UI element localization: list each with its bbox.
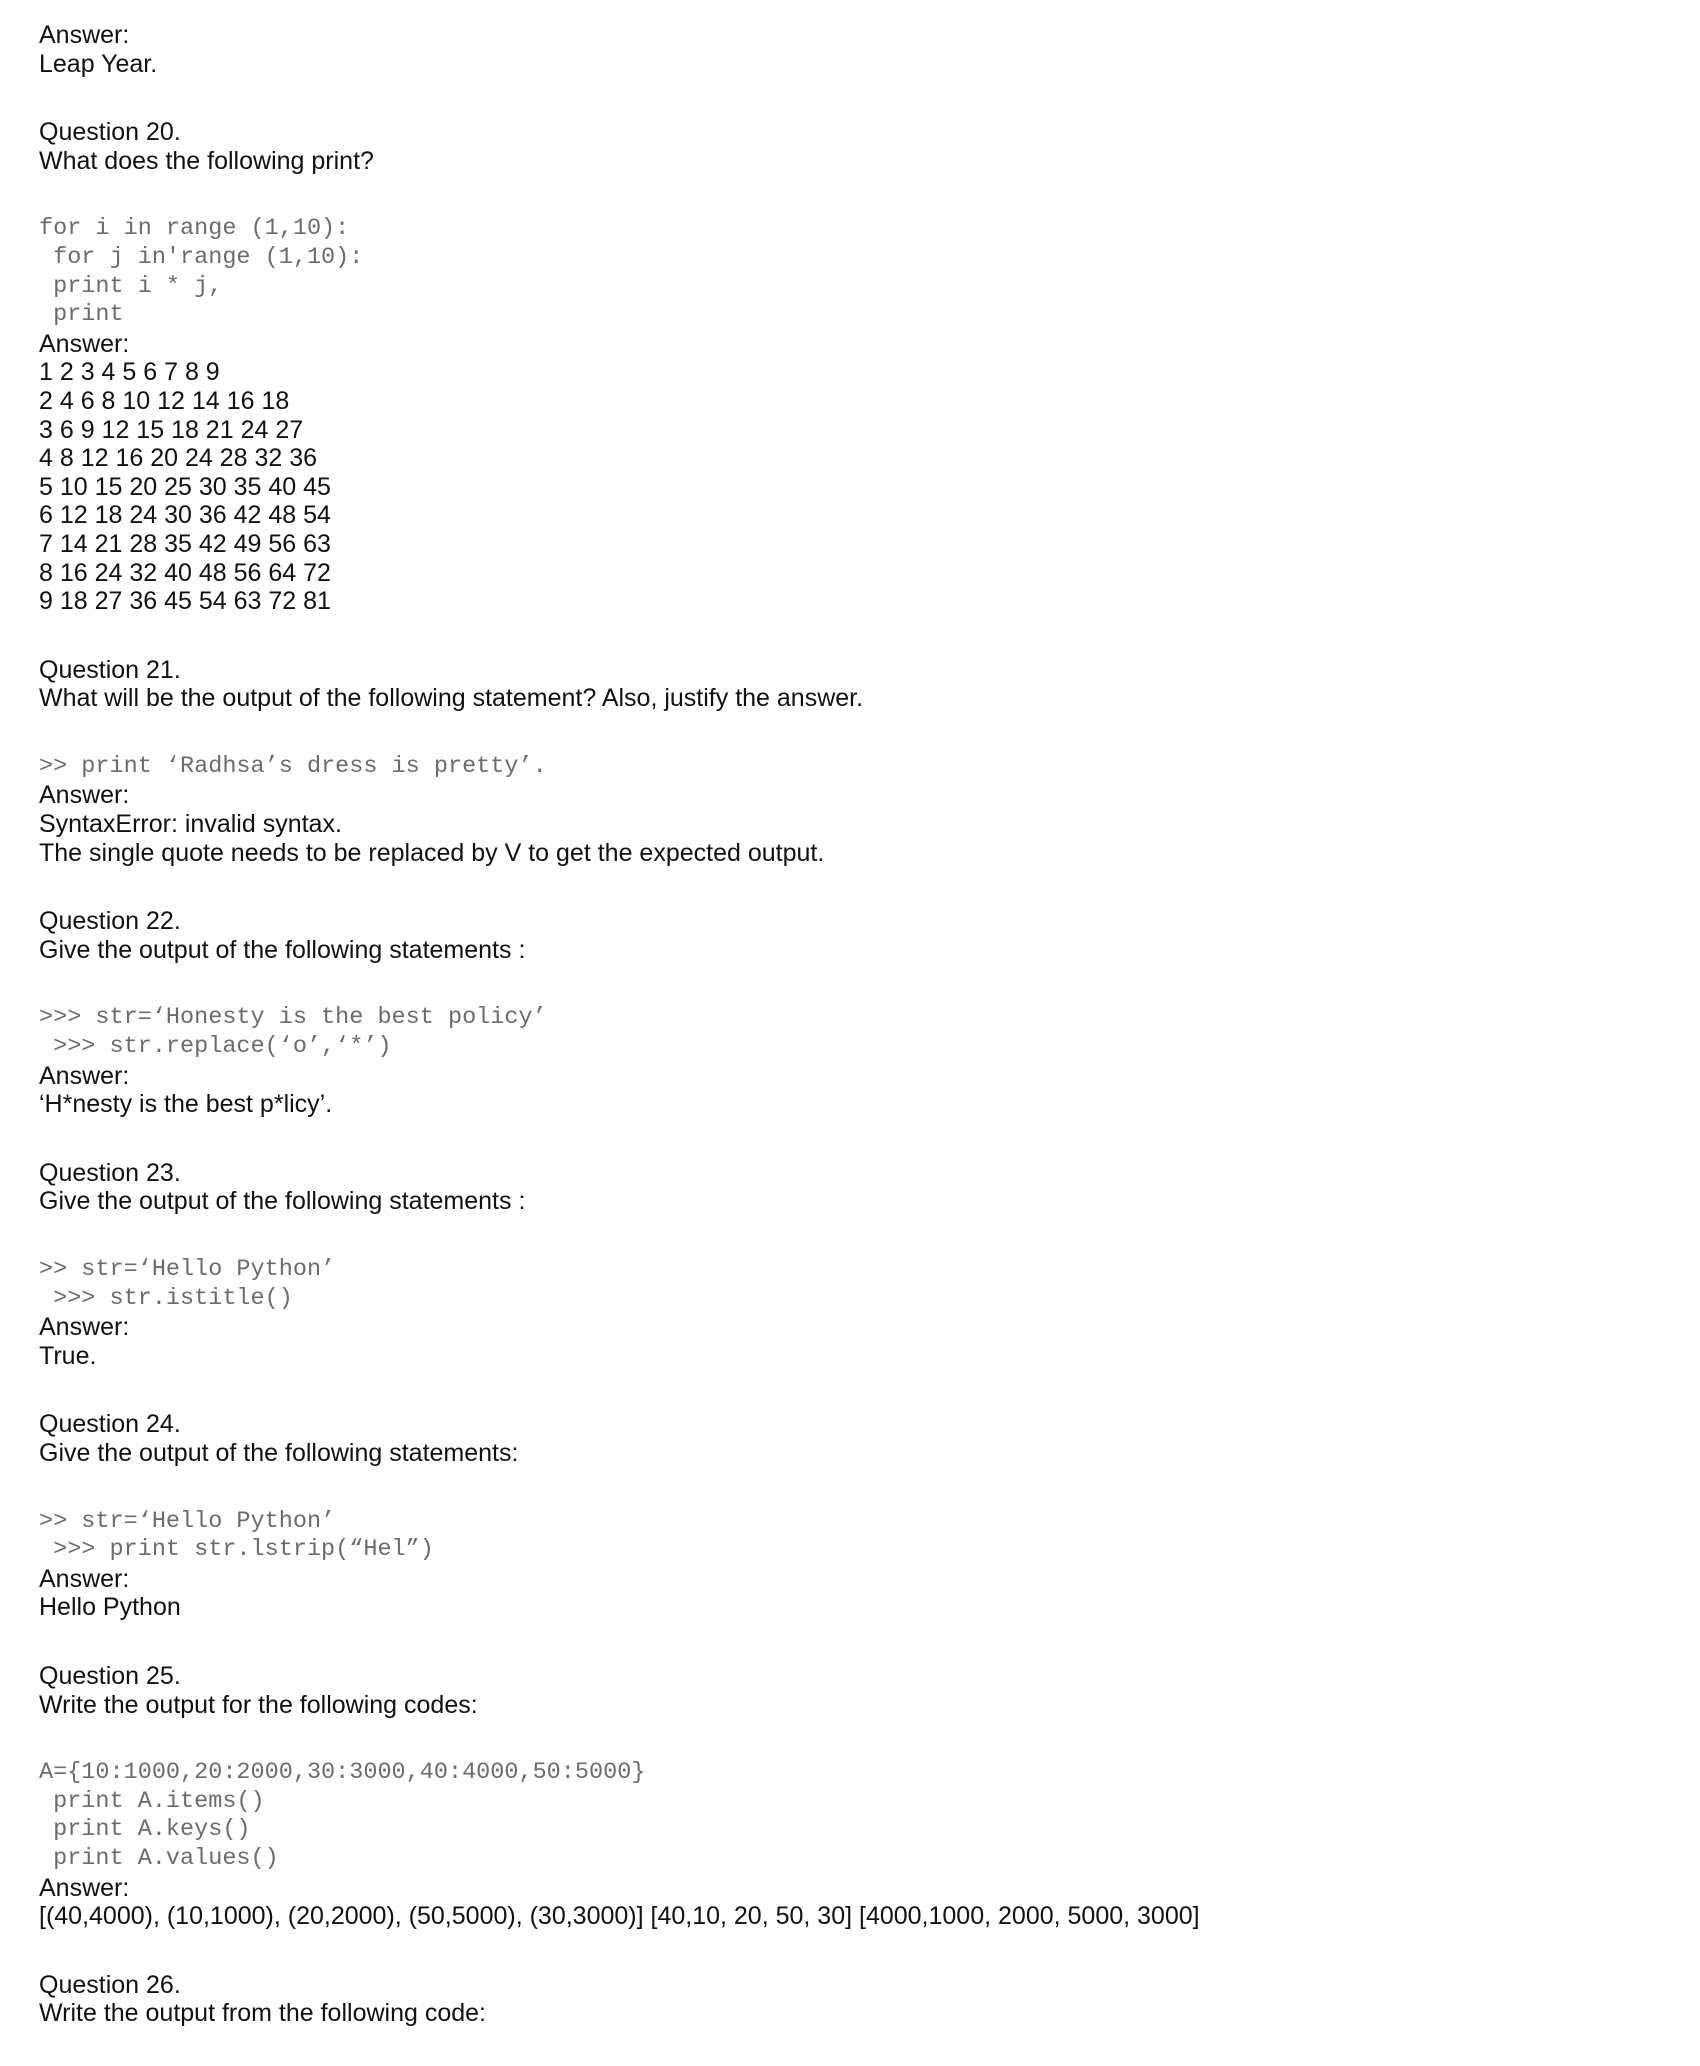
answer-label: Answer: [39,1564,130,1593]
question-prompt: Give the output of the following statements : [39,935,526,964]
code-line: >> str=‘Hello Python’ [39,1256,336,1283]
code-line: >>> print str.lstrip(“Hel”) [39,1536,434,1564]
question-24 [39,1410,1659,1622]
question-prompt: What does the following print? [39,146,374,175]
code-line: print i * j, [39,272,223,300]
code-block [39,1508,1659,1565]
answer-line: 8 16 24 32 40 48 56 64 72 [39,558,331,587]
answer-text: Leap Year. [39,49,158,78]
code-line: >>> str=‘Honesty is the best policy’ [39,1004,547,1032]
answer-line: Hello Python [39,1593,181,1622]
answer-line: 2 4 6 8 10 12 14 16 18 [39,386,290,415]
question-25 [39,1662,1659,1931]
answer-line: 4 8 12 16 20 24 28 32 36 [39,444,318,473]
question-22 [39,907,1659,1119]
code-block [39,1256,1659,1313]
answer-line: 5 10 15 20 25 30 35 40 45 [39,472,331,501]
answer-label: Answer: [39,21,130,49]
code-line: A={10:1000,20:2000,30:3000,40:4000,50:5000} [39,1759,646,1787]
question-21 [39,656,1659,868]
code-block [39,1004,1659,1061]
question-prompt: What will be the output of the following statement? Also, justify the answer. [39,684,864,713]
answer-line: 1 2 3 4 5 6 7 8 9 [39,358,220,387]
answer-line: The single quote needs to be replaced by V to get the expected output. [39,838,825,867]
code-block [39,753,1659,782]
question-prompt: Give the output of the following statements : [39,1187,526,1216]
question-title: Question 25. [39,1661,181,1690]
question-20 [39,118,1659,616]
question-title: Question 26. [39,1970,181,1999]
top-answer-block [39,21,1659,78]
answer-label: Answer: [39,781,130,810]
question-title: Question 20. [39,118,181,147]
answer-label: Answer: [39,1313,130,1342]
code-line: print A.keys() [39,1816,251,1844]
answer-line: SyntaxError: invalid syntax. [39,810,342,839]
code-line: print A.values() [39,1844,279,1872]
code-line: for j in'range (1,10): [39,243,364,271]
document-page [39,21,1659,2028]
question-prompt: Write the output from the following code: [39,1999,486,2028]
code-line: >>> str.istitle() [39,1284,293,1312]
answer-line: True. [39,1341,97,1370]
answer-output [39,358,1659,615]
answer-label: Answer: [39,1061,130,1090]
question-title: Question 21. [39,655,181,684]
answer-line: 3 6 9 12 15 18 21 24 27 [39,415,304,444]
answer-label: Answer: [39,329,130,358]
code-line: >> print ‘Radhsa’s dress is pretty’. [39,752,547,780]
code-block [39,1759,1659,1873]
question-title: Question 24. [39,1410,181,1439]
code-block [39,215,1659,329]
code-line: print A.items() [39,1787,265,1815]
answer-label: Answer: [39,1873,130,1902]
answer-line: 7 14 21 28 35 42 49 56 63 [39,529,331,558]
question-prompt: Give the output of the following statements: [39,1438,519,1467]
question-26 [39,1971,1659,2028]
question-23 [39,1159,1659,1371]
question-title: Question 22. [39,907,181,936]
answer-line: ‘H*nesty is the best p*licy’. [39,1090,333,1119]
answer-line: 9 18 27 36 45 54 63 72 81 [39,587,331,616]
code-line: >> str=‘Hello Python’ [39,1507,336,1535]
answer-line: 6 12 18 24 30 36 42 48 54 [39,501,331,530]
code-line: for i in range (1,10): [39,215,350,243]
answer-line: [(40,4000), (10,1000), (20,2000), (50,5000), (30,3000)] [40,10, 20, 50, 30] [4000,1000, 2000, 5000, 3000] [39,1902,1200,1931]
code-line: print [39,301,124,329]
question-prompt: Write the output for the following codes: [39,1690,478,1719]
code-line: >>> str.replace(‘o’,‘*’) [39,1033,392,1061]
question-title: Question 23. [39,1158,181,1187]
